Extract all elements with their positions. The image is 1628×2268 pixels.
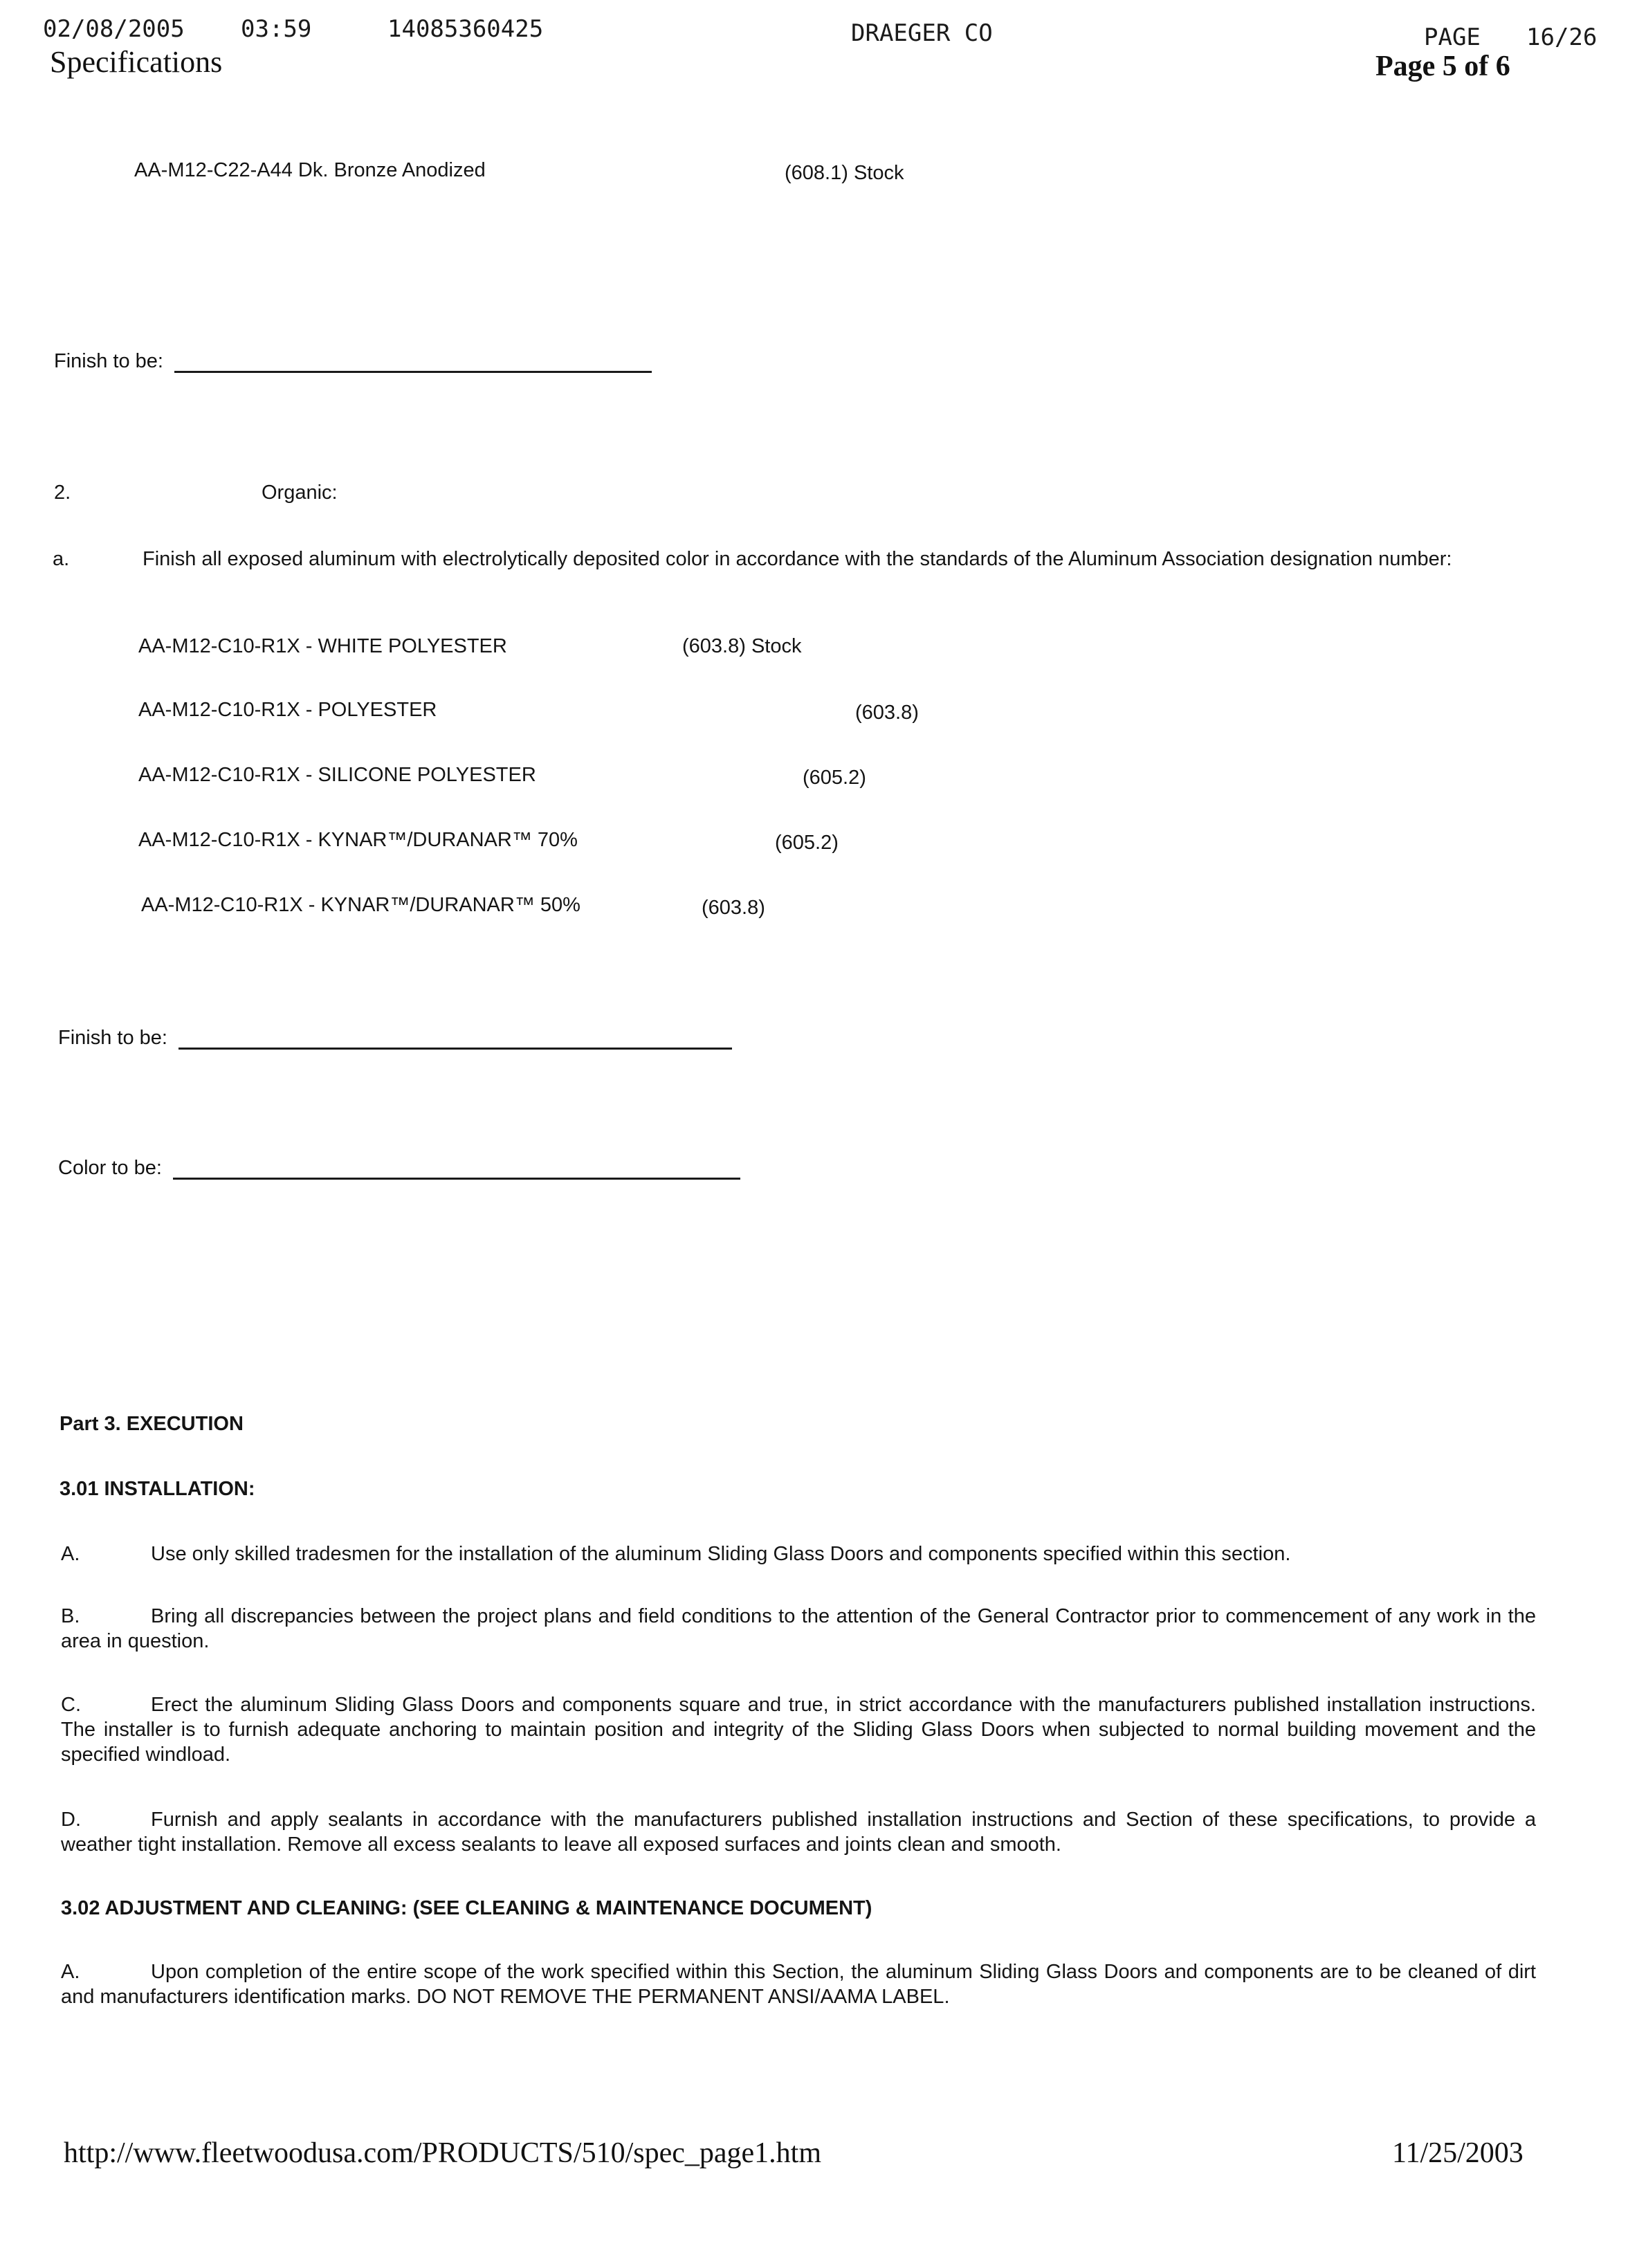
part-3-heading: Part 3. EXECUTION [60,1413,244,1435]
installation-item-letter: A. [61,1543,80,1565]
installation-item-text: Erect the aluminum Sliding Glass Doors and components square and true, in strict accordance with the manufacturers published installation instructions. The installer is to furnish adequate anchoring to maintain position and integrity of the Sliding Glass Doors when subjected to normal building movement and the specified windload. [61,1694,1536,1766]
installation-item-text: Use only skilled tradesmen for the installation of the aluminum Sliding Glass Doors and components specified within this section. [151,1543,1291,1565]
installation-heading: 3.01 INSTALLATION: [60,1478,255,1500]
page-indicator: Page 5 of 6 [1375,51,1510,82]
organic-color-row [58,1157,740,1180]
installation-item-d [61,1807,1536,1857]
anodized-finish-label: Finish to be: [54,350,163,372]
adjustment-item-letter: A. [61,1961,80,1983]
fax-phone: 14085360425 [387,15,544,43]
page-title: Specifications [50,45,223,79]
organic-paragraph [53,547,1528,571]
footer-url[interactable]: http://www.fleetwoodusa.com/PRODUCTS/510/spec_page1.htm [64,2137,821,2169]
fax-page-number: 16/26 [1526,24,1598,51]
fax-page-label: PAGE [1424,24,1481,51]
anodized-item-code: AA-M12-C22-A44 Dk. Bronze Anodized [134,159,486,181]
organic-number: 2. [54,482,71,504]
organic-item-value: (605.2) [803,767,866,789]
organic-item-value: (603.8) [855,702,919,724]
organic-item-code: AA-M12-C10-R1X - POLYESTER [138,699,437,721]
anodized-item-value: (608.1) Stock [785,162,904,184]
organic-finish-blank[interactable] [179,1030,732,1050]
organic-item-code: AA-M12-C10-R1X - KYNAR™/DURANAR™ 70% [138,829,578,851]
fax-company: DRAEGER CO [851,19,993,47]
organic-item-value: (603.8) [702,897,765,919]
organic-finish-label: Finish to be: [58,1027,167,1049]
organic-item-code: AA-M12-C10-R1X - SILICONE POLYESTER [138,764,536,786]
installation-item-letter: D. [61,1809,81,1831]
installation-item-letter: B. [61,1605,80,1627]
adjustment-item-text: Upon completion of the entire scope of the work specified within this Section, the aluminum Sliding Glass Doors and components are to be cleaned of dirt and manufacturers identification marks. DO NOT REMOVE THE PERMANENT ANSI/AAMA LABEL. [61,1961,1536,2008]
installation-item-c [61,1692,1536,1767]
footer-date: 11/25/2003 [1392,2137,1524,2169]
anodized-finish-row [54,350,652,373]
organic-item-code: AA-M12-C10-R1X - KYNAR™/DURANAR™ 50% [141,894,580,916]
organic-item-value: (603.8) Stock [682,635,802,657]
organic-color-blank[interactable] [173,1160,740,1180]
organic-item-value: (605.2) [775,832,839,854]
organic-heading: Organic: [262,482,338,504]
installation-item-b [61,1604,1536,1654]
fax-time: 03:59 [241,15,312,43]
organic-color-label: Color to be: [58,1157,162,1179]
organic-finish-row [58,1027,732,1050]
anodized-finish-blank[interactable] [174,353,652,373]
installation-item-letter: C. [61,1694,81,1716]
organic-para-text: Finish all exposed aluminum with electrolytically deposited color in accordance with the standards of the Aluminum Association designation number: [143,548,1452,570]
installation-item-text: Furnish and apply sealants in accordance with the manufacturers published installation instructions and Section of these specifications, to provide a weather tight installation. Remove all excess sealants to leave all exposed surfaces and joints clean and smooth. [61,1809,1536,1856]
organic-item-code: AA-M12-C10-R1X - WHITE POLYESTER [138,635,507,657]
adjustment-item-a [61,1959,1536,2009]
organic-para-letter: a. [53,548,70,570]
installation-item-a [61,1542,1536,1566]
installation-item-text: Bring all discrepancies between the project plans and field conditions to the attention of the General Contractor prior to commencement of any work in the area in question. [61,1605,1536,1652]
adjustment-heading: 3.02 ADJUSTMENT AND CLEANING: (SEE CLEANING & MAINTENANCE DOCUMENT) [61,1897,872,1919]
fax-date: 02/08/2005 [43,15,185,43]
